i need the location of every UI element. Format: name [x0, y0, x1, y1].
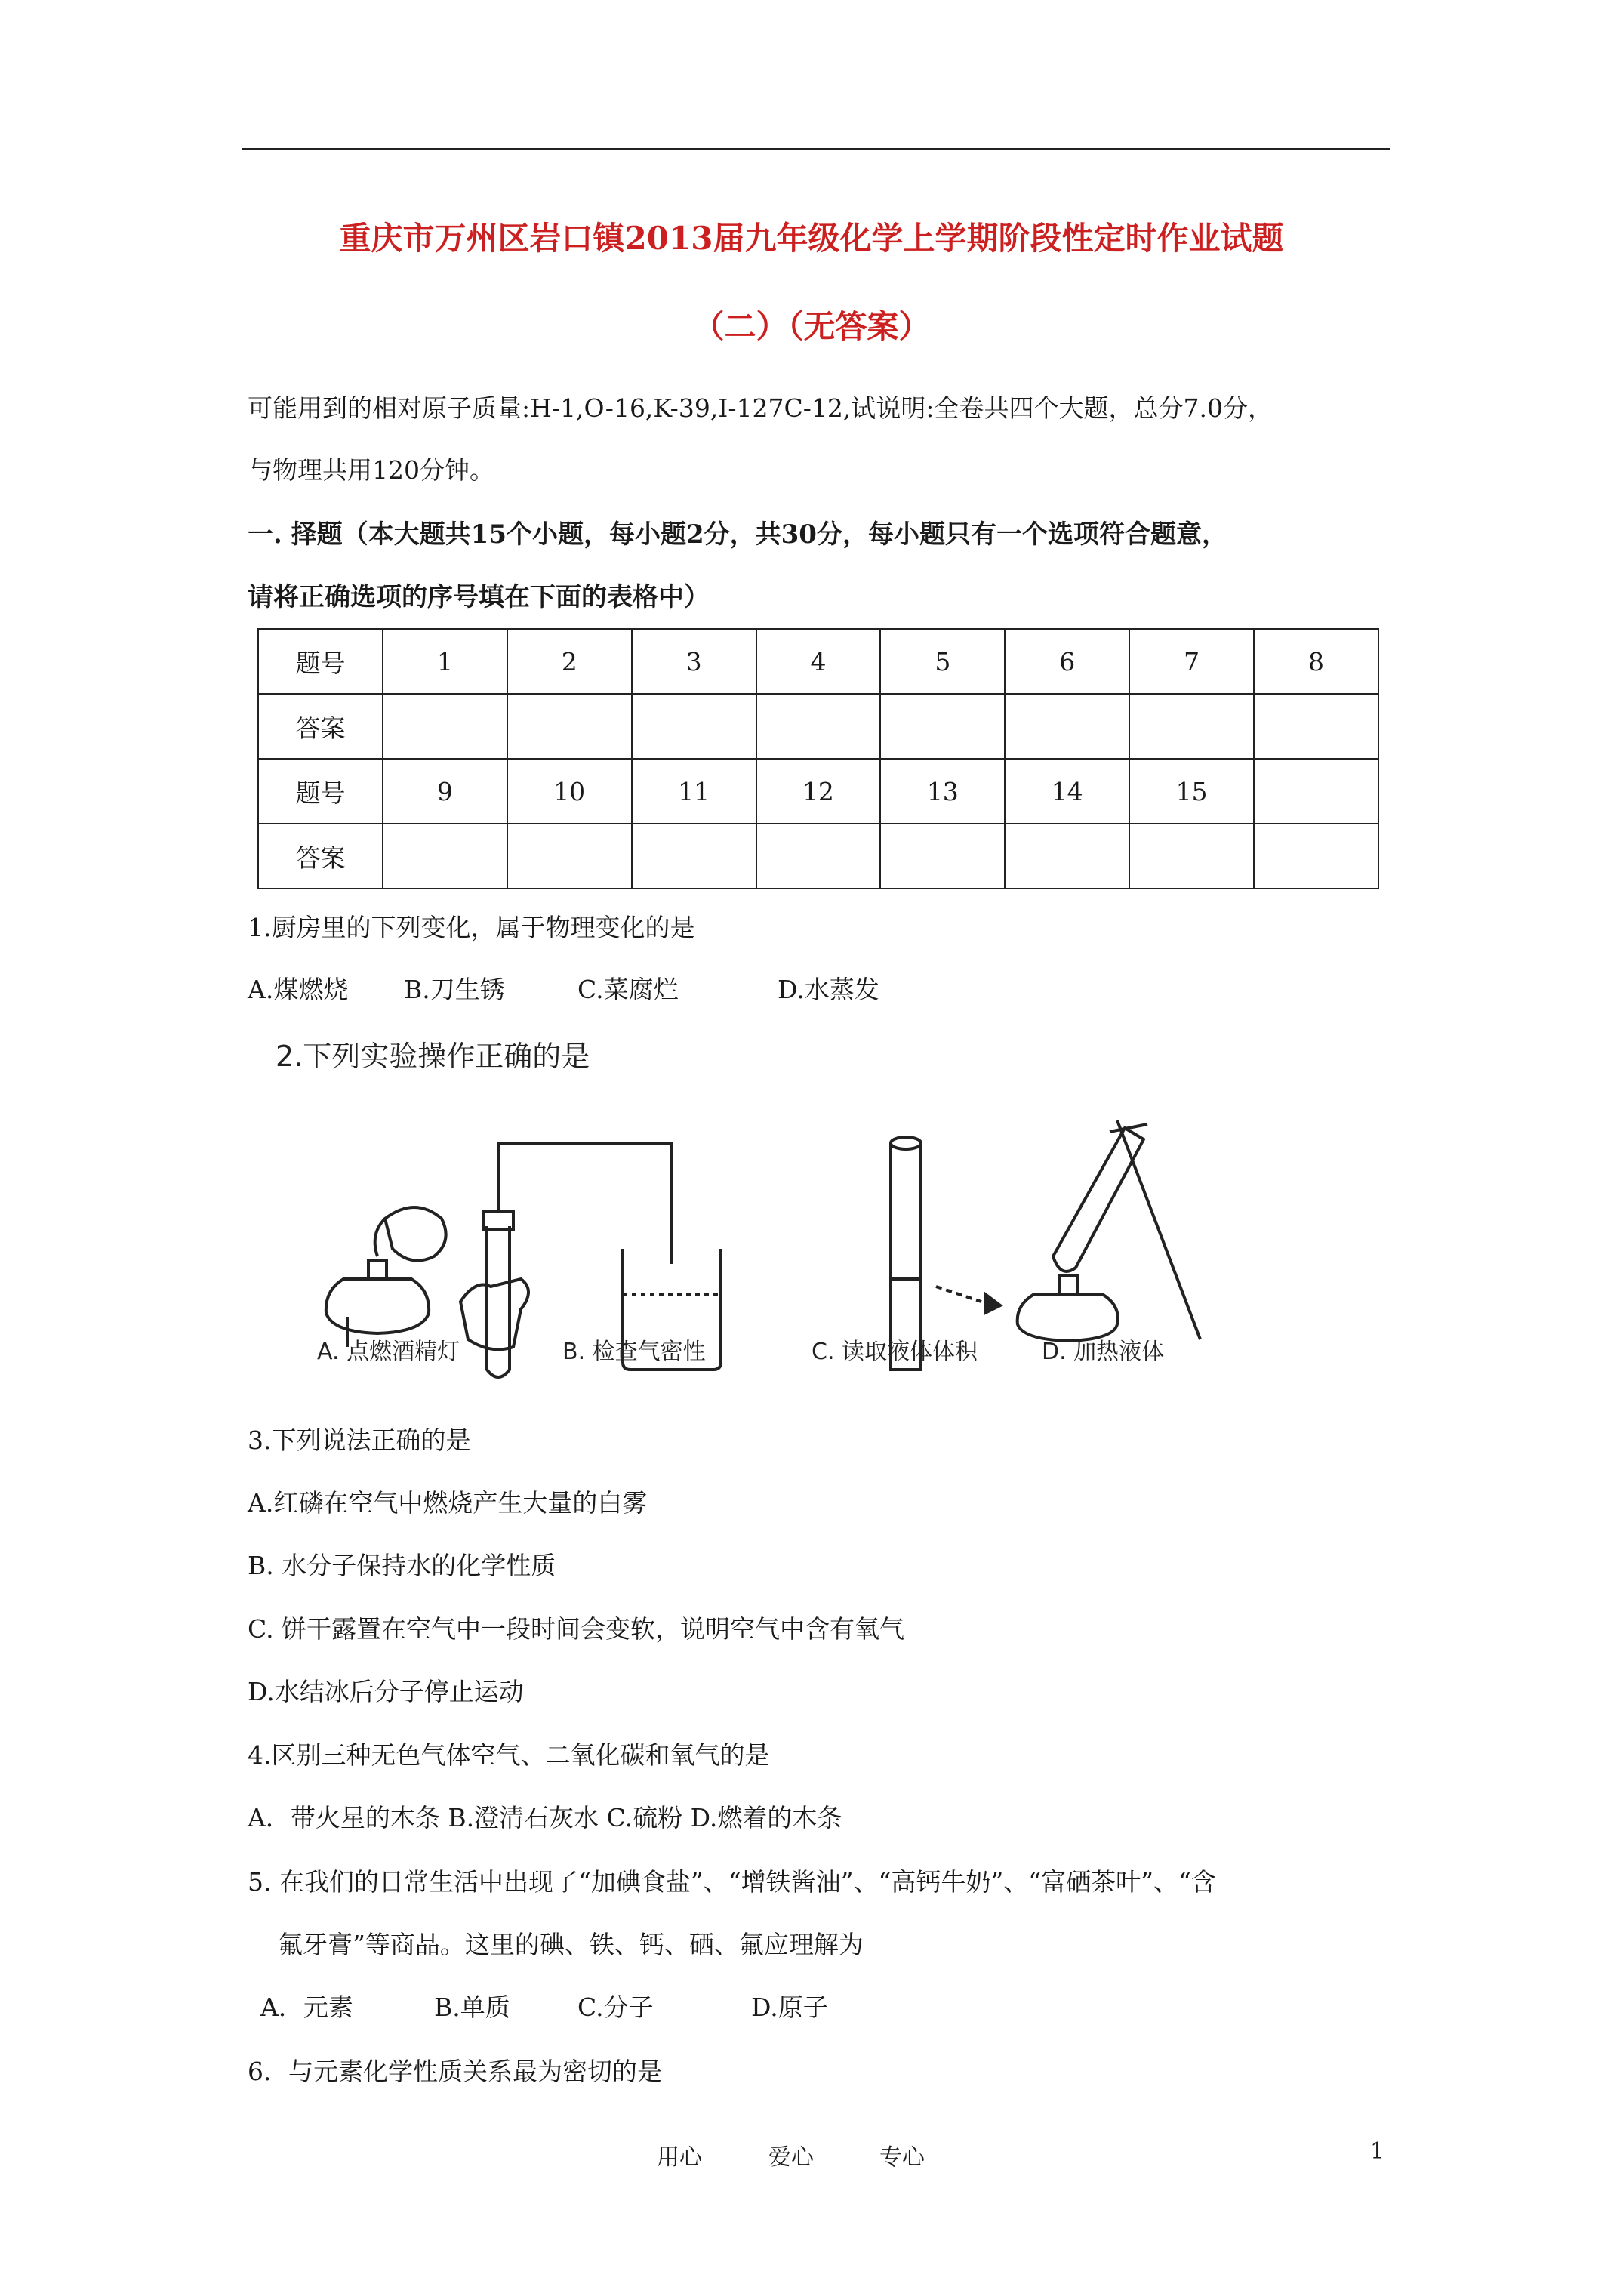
section1-heading: 一. 择题（本大题共15个小题，每小题2分，共30分，每小题只有一个选项符合题意， — [248, 519, 1227, 550]
answer-table-cell — [1254, 759, 1378, 824]
intro-line2: 与物理共用120分钟。 — [248, 455, 494, 485]
answer-table-row-header: 题号 — [258, 629, 383, 694]
q5-option-c: C.分子 — [577, 1992, 654, 2022]
q3-option-c: C. 饼干露置在空气中一段时间会变软，说明空气中含有氧气 — [248, 1614, 905, 1644]
q1-option-a: A.煤燃烧 — [248, 975, 349, 1004]
doc-title-line1: 重庆市万州区岩口镇2013届九年级化学上学期阶段性定时作业试题 — [339, 220, 1284, 257]
answer-table-cell: 1 — [383, 629, 507, 694]
q1-option-c: C.菜腐烂 — [577, 975, 679, 1004]
answer-table-cell: 3 — [632, 629, 756, 694]
q2-caption-b: B. 检查气密性 — [562, 1339, 706, 1365]
intro-line1: 可能用到的相对原子质量:H-1,O-16,K-39,I-127C-12,试说明:全卷共四个大题，总分7.0分， — [248, 393, 1273, 423]
alcohol-lamp-icon — [326, 1207, 446, 1347]
answer-table-row — [258, 694, 1378, 759]
answer-table-row — [258, 759, 1378, 824]
answer-table-cell — [756, 694, 881, 759]
answer-table-row — [258, 629, 1378, 694]
q5-option-b: B.单质 — [434, 1992, 510, 2022]
answer-table-cell — [1005, 824, 1129, 889]
answer-table-cell: 2 — [507, 629, 632, 694]
q4-stem: 4.区别三种无色气体空气、二氧化碳和氧气的是 — [248, 1740, 770, 1770]
answer-table-cell — [880, 694, 1005, 759]
answer-table-cell: 6 — [1005, 629, 1129, 694]
q2-caption-a: A. 点燃酒精灯 — [317, 1339, 460, 1365]
q2-caption-d: D. 加热液体 — [1042, 1339, 1165, 1365]
q1-stem: 1.厨房里的下列变化，属于物理变化的是 — [248, 913, 695, 942]
q4-options: A．带火星的木条 B.澄清石灰水 C.硫粉 D.燃着的木条 — [248, 1803, 842, 1832]
answer-table-cell: 7 — [1129, 629, 1254, 694]
footer-motto-3: 专心 — [879, 2144, 925, 2171]
answer-table-cell — [1129, 824, 1254, 889]
answer-table-cell — [1254, 694, 1378, 759]
answer-table-cell — [632, 824, 756, 889]
q2-caption-c: C. 读取液体体积 — [812, 1339, 978, 1365]
q3-option-a: A.红磷在空气中燃烧产生大量的白雾 — [248, 1488, 648, 1518]
answer-table-cell: 14 — [1005, 759, 1129, 824]
q3-option-d: D.水结冰后分子停止运动 — [248, 1677, 524, 1706]
q2-lab-figure — [272, 1030, 1223, 1385]
answer-table-cell: 15 — [1129, 759, 1254, 824]
answer-table-cell — [756, 824, 881, 889]
q3-option-b: B. 水分子保持水的化学性质 — [248, 1551, 556, 1580]
q5-option-d: D.原子 — [751, 1992, 828, 2022]
footer-motto-2: 爱心 — [768, 2144, 814, 2171]
section1-instructions: 请将正确选项的序号填在下面的表格中） — [248, 582, 710, 612]
q2-stem: 2.下列实验操作正确的是 — [276, 1040, 590, 1073]
answer-table-row-header: 题号 — [258, 759, 383, 824]
answer-table-cell: 4 — [756, 629, 881, 694]
answer-table-cell: 9 — [383, 759, 507, 824]
q5-stem-line2: 氟牙膏”等商品。这里的碘、铁、钙、硒、氟应理解为 — [278, 1930, 864, 1959]
header-rule — [242, 148, 1390, 150]
answer-table-cell — [383, 694, 507, 759]
answer-table-cell: 11 — [632, 759, 756, 824]
q5-option-a: A．元素 — [260, 1992, 353, 2022]
answer-table-cell — [383, 824, 507, 889]
q1-option-b: B.刀生锈 — [404, 975, 505, 1004]
answer-table-cell: 8 — [1254, 629, 1378, 694]
footer-motto-1: 用心 — [657, 2144, 702, 2171]
q6-stem: 6．与元素化学性质关系最为密切的是 — [248, 2057, 662, 2086]
page-number: 1 — [1370, 2138, 1385, 2165]
answer-table-cell — [507, 694, 632, 759]
heating-test-tube-icon — [1018, 1120, 1200, 1341]
answer-table-cell — [1254, 824, 1378, 889]
doc-title-line2: （二）（无答案） — [692, 308, 931, 345]
answer-table-cell — [507, 824, 632, 889]
q5-stem-line1: 5. 在我们的日常生活中出现了“加碘食盐”、“增铁酱油”、“高钙牛奶”、“富硒茶叶”、“含 — [248, 1867, 1216, 1897]
answer-table-cell — [1005, 694, 1129, 759]
answer-table-cell — [880, 824, 1005, 889]
answer-table-cell: 10 — [507, 759, 632, 824]
answer-table-cell: 5 — [880, 629, 1005, 694]
q1-option-d: D.水蒸发 — [778, 975, 879, 1004]
answer-table-cell: 12 — [756, 759, 881, 824]
answer-table-row-header: 答案 — [258, 824, 383, 889]
answer-table-cell — [1129, 694, 1254, 759]
answer-table-row — [258, 824, 1378, 889]
answer-table-row-header: 答案 — [258, 694, 383, 759]
answer-table-cell — [632, 694, 756, 759]
answer-table — [257, 628, 1379, 889]
q3-stem: 3.下列说法正确的是 — [248, 1425, 471, 1455]
answer-table-cell: 13 — [880, 759, 1005, 824]
